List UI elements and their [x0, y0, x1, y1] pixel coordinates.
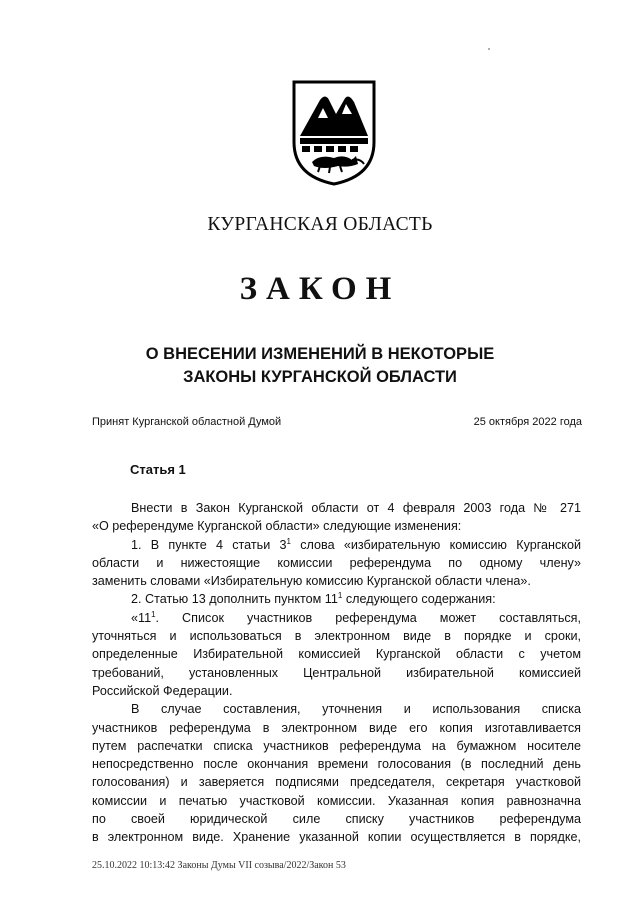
text-line	[92, 609, 581, 627]
text-span: 1. В пункте 4 статьи 3	[131, 537, 287, 552]
footer-stamp: 25.10.2022 10:13:42 Законы Думы VII созыва/2022/Закон 53	[92, 860, 346, 871]
text-line: комиссии и печатью участковой комиссии. Указанная копия равнозначна	[92, 793, 581, 808]
article-body	[92, 499, 581, 847]
text-line	[92, 590, 581, 608]
text-line: участников референдума в электронном виде его копия изготавливается	[92, 720, 581, 735]
text-line: уточняться и использоваться в электронном виде в порядке и сроки,	[92, 629, 581, 644]
superscript: 1	[337, 591, 343, 601]
superscript: 1	[286, 536, 291, 546]
article-heading: Статья 1	[130, 462, 186, 477]
text-span: «11	[131, 610, 152, 625]
text-line: заменить словами «Избирательную комиссию Курганской области члена».	[92, 574, 531, 589]
adoption-date: 25 октября 2022 года	[473, 416, 582, 428]
document-title-line: О ВНЕСЕНИИ ИЗМЕНЕНИЙ В НЕКОТОРЫЕ	[145, 345, 495, 363]
document-type: ЗАКОН	[239, 271, 401, 307]
text-line: области и нижестоящие комиссии референдума по одному члену»	[92, 555, 581, 570]
text-line: требований, установленных Центральной избирательной комиссией	[92, 665, 581, 680]
text-span: 2. Статью 13 дополнить пунктом 11	[131, 592, 338, 607]
text-line: «О референдуме Курганской области» следующие изменения:	[92, 519, 462, 534]
adopted-by: Принят Курганской областной Думой	[92, 416, 282, 428]
text-line: в электронном виде. Хранение указанной копии осуществляется в порядке,	[92, 830, 581, 845]
text-line: В случае составления, уточнения и использования списка	[131, 702, 581, 717]
text-line: непосредственно после окончания времени голосования (в последний день	[92, 757, 581, 772]
text-line	[92, 536, 581, 554]
coat-of-arms-icon	[290, 78, 378, 186]
document-title	[0, 343, 640, 389]
text-line: путем распечатки списка участников референдума на бумажном носителе	[92, 738, 581, 753]
region-name: КУРГАНСКАЯ ОБЛАСТЬ	[207, 214, 433, 235]
text-line: по своей юридической силе списку участников референдума	[92, 812, 581, 827]
superscript: 1	[151, 609, 156, 619]
document-title-line: ЗАКОНЫ КУРГАНСКОЙ ОБЛАСТИ	[183, 368, 457, 386]
text-line: определенные Избирательной комиссией Курганской области с учетом	[92, 647, 581, 662]
text-span: следующего содержания:	[342, 592, 496, 607]
text-span: . Список участников референдума может составляться,	[155, 610, 581, 625]
text-line: Российской Федерации.	[92, 683, 233, 698]
text-line: голосования) и заверяется подписями председателя, секретаря участковой	[92, 775, 581, 790]
text-line: Внести в Закон Курганской области от 4 февраля 2003 года № 271	[131, 501, 581, 515]
text-span: слова «избирательную комиссию Курганской	[291, 537, 581, 552]
scan-speck	[488, 48, 490, 50]
